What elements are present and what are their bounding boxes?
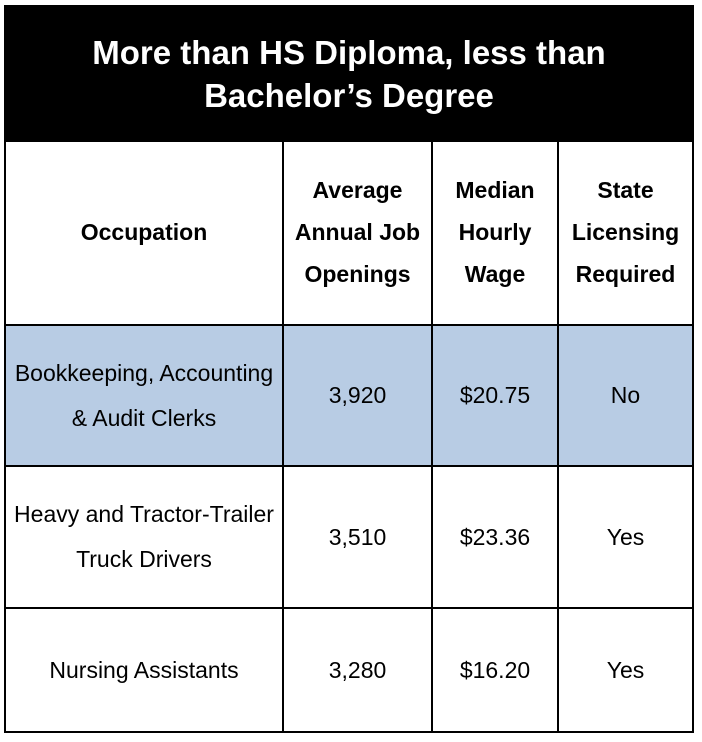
row-2-openings: 3,510 xyxy=(284,465,433,607)
row-1-occupation: Bookkeeping, Accounting & Audit Clerks xyxy=(6,324,284,465)
header-openings: Average Annual Job Openings xyxy=(284,142,433,324)
row-3-openings: 3,280 xyxy=(284,607,433,731)
row-1-licensing: No xyxy=(559,324,692,465)
header-licensing: State Licensing Required xyxy=(571,177,680,287)
row-1-wage: $20.75 xyxy=(433,324,559,465)
table-grid xyxy=(6,142,692,731)
occupation-table xyxy=(4,5,694,733)
row-2-occupation: Heavy and Tractor-Trailer Truck Drivers xyxy=(6,465,284,607)
row-2-licensing: Yes xyxy=(559,465,692,607)
row-1-openings: 3,920 xyxy=(284,324,433,465)
row-3-wage: $16.20 xyxy=(433,607,559,731)
row-3-occupation: Nursing Assistants xyxy=(6,607,284,731)
row-2-wage: $23.36 xyxy=(433,465,559,607)
header-occupation: Occupation xyxy=(6,142,284,324)
table-title: More than HS Diploma, less than Bachelor’s Degree xyxy=(6,7,692,142)
header-wage: Median Hourly Wage xyxy=(433,142,559,324)
row-3-licensing: Yes xyxy=(559,607,692,731)
